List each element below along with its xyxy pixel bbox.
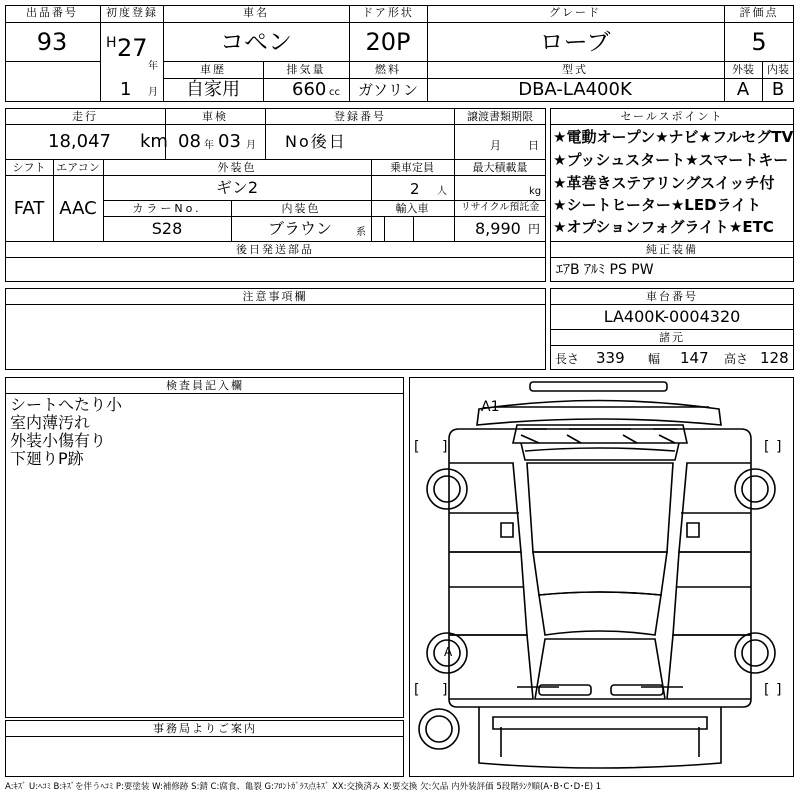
inspection-month-unit: 月: [246, 140, 256, 151]
int-color-label: 内装色: [281, 202, 321, 215]
model-value: DBA-LA400K: [518, 79, 632, 100]
damage-mark-a: A: [444, 645, 453, 659]
car-name-label: 車名: [243, 6, 269, 19]
ext-color-label: 外装色: [217, 161, 257, 174]
sales-point-line: ★プッシュスタート★スマートキー: [553, 151, 789, 169]
color-no-label: カラーNo.: [132, 202, 202, 215]
ext-color-value: ギン2: [215, 178, 259, 197]
reg-no-value: No後日: [285, 132, 347, 151]
history-label: 車歴: [200, 63, 226, 76]
width-value: 147: [680, 349, 709, 367]
shift-value: FAT: [13, 198, 45, 219]
history-value: 自家用: [186, 79, 240, 100]
bracket-left-top: [: [414, 439, 420, 455]
ac-label: エアコン: [56, 161, 100, 174]
sales-point-line: ★シートヒーター★LEDライト: [553, 196, 762, 214]
length-label: 長さ: [555, 352, 580, 366]
car-diagram: [409, 377, 794, 777]
load-unit: kg: [529, 186, 542, 197]
chassis-label: 車台番号: [646, 290, 698, 303]
exterior-value: A: [736, 79, 750, 100]
inspector-line: 下廻りP跡: [10, 449, 84, 468]
bracket-right-bottom: [: [764, 682, 770, 698]
load-label: 最大積載量: [472, 161, 528, 174]
int-color-value: ブラウン: [268, 219, 333, 238]
interior-label: 内装: [767, 63, 789, 76]
capacity-value: 2: [410, 180, 420, 198]
length-value: 339: [596, 349, 625, 367]
sales-point-line: ★革巻きステアリングスイッチ付: [553, 174, 775, 192]
transfer-day: 日: [528, 139, 539, 152]
chassis-value: LA400K-0004320: [603, 307, 741, 326]
year-unit: 年: [148, 61, 158, 72]
later-parts-label: 後日発送部品: [236, 243, 314, 256]
fuel-value: ガソリン: [357, 81, 419, 99]
door-value: 20P: [365, 28, 411, 56]
bracket-left-bottom: [: [414, 682, 420, 698]
mileage-label: 走行: [72, 110, 98, 123]
specs-label: 諸元: [659, 331, 685, 344]
sales-point-line: ★電動オープン★ナビ★フルセグTV: [553, 128, 794, 146]
transfer-label: 譲渡書類期限: [467, 110, 533, 123]
inspector-line: シートへたり小: [10, 395, 123, 414]
era-value: H: [106, 35, 117, 51]
grade-value: ローブ: [539, 28, 611, 56]
recycle-value: 8,990: [475, 219, 521, 238]
reg-no-label: 登録番号: [334, 110, 386, 123]
fuel-label: 燃料: [375, 63, 401, 76]
displacement-value: 660: [292, 79, 327, 100]
grade-label: グレード: [549, 6, 601, 19]
exterior-label: 外装: [732, 63, 754, 76]
inspection-label: 車検: [202, 110, 228, 123]
mileage-value: 18,047: [48, 131, 111, 152]
mileage-unit: km: [140, 131, 168, 152]
inspector-label: 検査員記入欄: [166, 379, 244, 392]
model-label: 型式: [562, 63, 588, 76]
shift-label: シフト: [12, 161, 46, 174]
bracket-right-top: [: [764, 439, 770, 455]
score-value: 5: [751, 28, 767, 56]
legend-text: A:ｷｽﾞ U:ﾍｺﾐ B:ｷｽﾞを伴うﾍｺﾐ P:要塗装 W:補修跡 S:錆 C:腐食、亀裂 G:ﾌﾛﾝﾄｶﾞﾗｽ点ｷｽﾞ XX:交換済み X:要交換 欠:欠品 内外装評価 5段階ﾗﾝｸ順(A･B･C･D･E) 1: [5, 782, 602, 792]
import-label: 輸入車: [395, 202, 429, 215]
inspector-line: 外装小傷有り: [10, 431, 107, 450]
width-label: 幅: [648, 352, 661, 366]
height-label: 高さ: [724, 352, 749, 366]
inspection-month: 03: [218, 131, 241, 152]
ac-value: AAC: [59, 198, 97, 219]
capacity-label: 乗車定員: [390, 161, 434, 174]
capacity-unit: 人: [437, 186, 447, 197]
displacement-label: 排気量: [286, 63, 326, 76]
equipment-label: 純正装備: [646, 243, 698, 256]
interior-value: B: [771, 79, 785, 100]
damage-mark-a1: A1: [481, 399, 500, 415]
equipment-value: ｴｱB ｱﾙﾐ PS PW: [556, 262, 654, 278]
recycle-label: リサイクル預託金: [460, 202, 540, 213]
int-color-suffix: 系: [356, 227, 366, 238]
transfer-month: 月: [490, 139, 501, 152]
lot-label: 出品番号: [26, 6, 78, 19]
bracket-right-top-close: ]: [776, 439, 782, 455]
month-unit: 月: [148, 87, 158, 98]
car-name-value: コペン: [220, 28, 292, 56]
sales-points-label: セールスポイント: [620, 110, 724, 123]
sales-point-line: ★オプションフォグライト★ETC: [553, 218, 774, 236]
bracket-right-bottom-close: ]: [776, 682, 782, 698]
inspection-year-unit: 年: [204, 140, 214, 151]
displacement-unit: cc: [329, 87, 340, 98]
bracket-left-bottom-close: ]: [442, 682, 448, 698]
color-no-value: S28: [151, 219, 183, 238]
first-reg-label: 初度登録: [106, 6, 158, 19]
lot-value: 93: [36, 28, 68, 56]
height-value: 128: [760, 349, 789, 367]
notes-label: 注意事項欄: [242, 290, 308, 303]
office-label: 事務局よりご案内: [153, 722, 257, 735]
score-label: 評価点: [739, 6, 779, 19]
inspector-line: 室内薄汚れ: [10, 413, 91, 432]
inspection-year: 08: [178, 131, 201, 152]
recycle-unit: 円: [528, 222, 541, 236]
bracket-left-top-close: ]: [442, 439, 448, 455]
month-value: 1: [120, 79, 132, 100]
door-label: ドア形状: [362, 6, 414, 19]
year-value: 27: [117, 34, 148, 62]
